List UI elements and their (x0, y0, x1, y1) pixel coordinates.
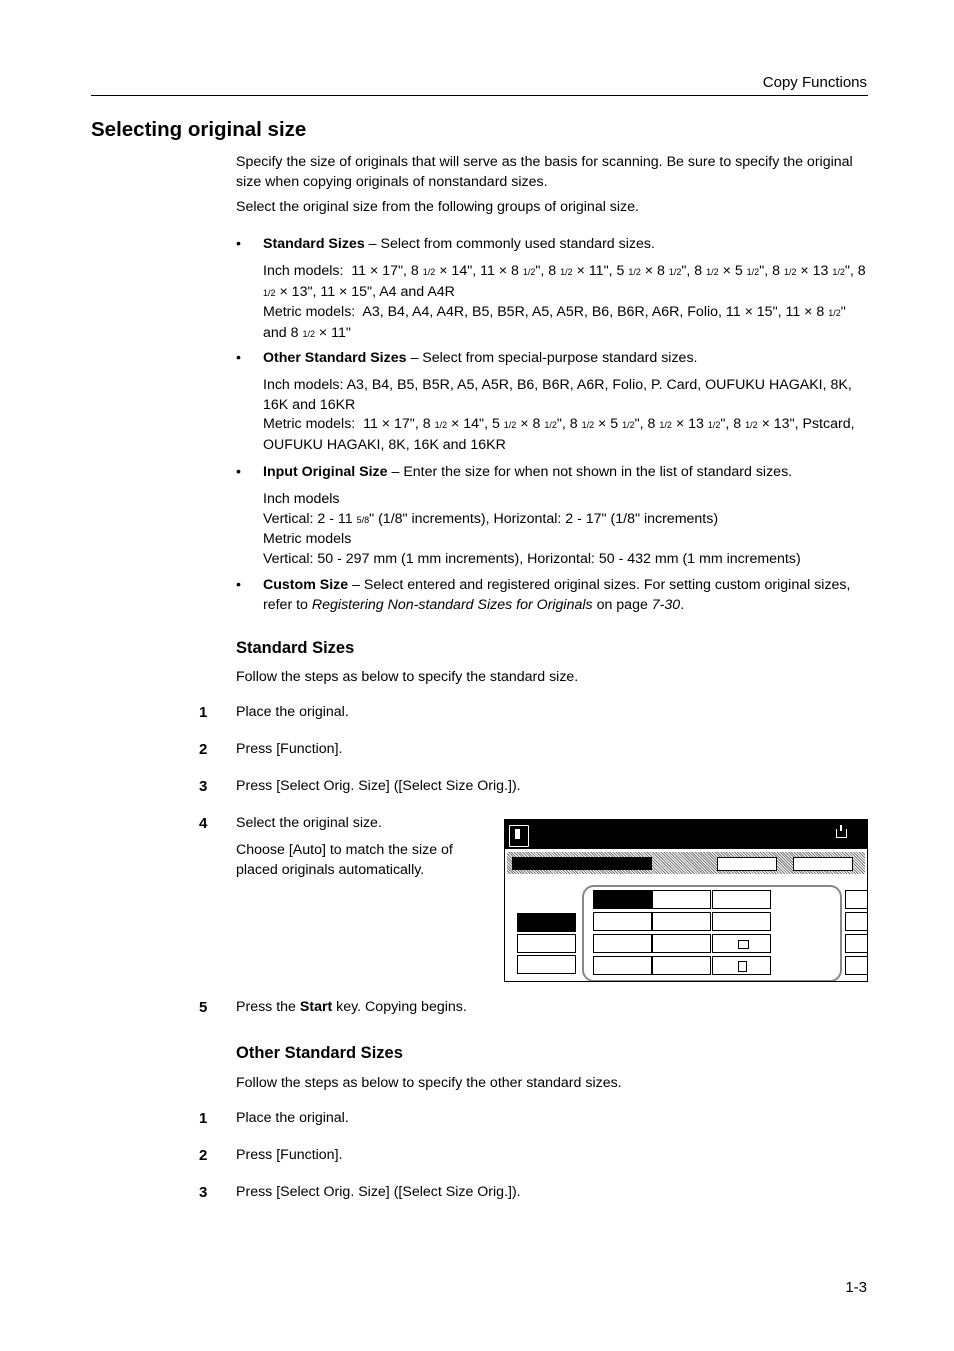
step-text: Press the Start key. Copying begins. (236, 999, 467, 1015)
start-key-label: Start (299, 999, 333, 1015)
intro-paragraph-2: Select the original size from the following groups of original size. (236, 199, 639, 215)
step-number: 3 (199, 778, 208, 795)
section-intro: Follow the steps as below to specify the other standard sizes. (236, 1075, 622, 1091)
bullet-custom-size: • Custom Size – Select entered and registered original sizes. For setting custom original sizes, refer to Registering Non-standard Sizes for Originals on page 7-30. (236, 577, 851, 613)
bullet-dot: • (236, 236, 241, 252)
bullet-desc: – Select entered and registered original sizes. For setting custom original sizes, refer to (263, 577, 851, 613)
step-number: 2 (199, 741, 208, 758)
bullet-dot: • (236, 350, 241, 366)
step-text: Press [Function]. (236, 741, 343, 757)
step-text: Place the original. (236, 704, 349, 720)
highlight-outline (582, 885, 842, 982)
page-reference: 7-30 (651, 596, 681, 613)
step-text: Press [Select Orig. Size] ([Select Size Orig.]). (236, 1184, 521, 1200)
panel-key-edge (845, 956, 868, 975)
step-note: Choose [Auto] to match the size of placed originals automatically. (236, 842, 453, 878)
bullet-desc: – Select from commonly used standard sizes. (364, 236, 655, 252)
panel-title-bar (505, 820, 867, 849)
step-number: 1 (199, 704, 208, 721)
running-header: Copy Functions (762, 74, 867, 91)
tray-icon (836, 829, 847, 838)
section-title-standard-sizes: Standard Sizes (236, 639, 355, 657)
input-size-ranges: Inch models Vertical: 2 - 11 5/8" (1/8" increments), Horizontal: 2 - 17" (1/8" increments) Metric models Vertical: 50 - 297 mm (1 mm increments), Horizontal: 50 - 432 mm (1 mm increments) (263, 491, 801, 567)
step-text: Press [Function]. (236, 1147, 343, 1163)
bullet-term: Custom Size (263, 577, 349, 593)
bullet-term: Input Original Size (263, 464, 388, 480)
bullet-other-standard-sizes (236, 349, 868, 369)
step-number: 5 (199, 999, 208, 1016)
step-text: Press [Select Orig. Size] ([Select Size Orig.]). (236, 778, 521, 794)
header-rule (91, 95, 868, 96)
panel-key (517, 955, 576, 974)
panel-key-edge (845, 934, 868, 953)
section-title-other-standard-sizes: Other Standard Sizes (236, 1044, 403, 1062)
panel-key-edge (845, 912, 868, 931)
step-text: Place the original. (236, 1110, 349, 1126)
step-number: 1 (199, 1110, 208, 1127)
bullet-term: Standard Sizes (263, 236, 365, 252)
standard-sizes-inch-list: Inch models: 11 × 17", 8 1/2 × 14", 11 × 8 1/2", 8 1/2 × 11", 5 1/2 × 8 1/2", 8 1/2 × 5 1/2", 8 1/2 × 13 1/2", 8 1/2 × 13", 11 × 15", A4 and A4R Metric models: A3, B4, A4, A4R, B5, B5R, A5, A5R, B6, B6R, A6R, Folio, 11 × 15", 11 × 8 1/2" and 8 1/2 × 11" (263, 263, 866, 341)
bullet-input-original-size (236, 463, 868, 483)
bullet-desc: – Select from special-purpose standard sizes. (406, 350, 698, 366)
touch-panel-illustration (504, 819, 868, 982)
page-title: Selecting original size (91, 118, 307, 141)
other-sizes-list: Inch models: A3, B4, B5, B5R, A5, A5R, B6, B6R, A6R, Folio, P. Card, OUFUKU HAGAKI, 8K, 16K and 16KR Metric models: 11 × 17", 8 1/2 × 14", 5 1/2 × 8 1/2", 8 1/2 × 5 1/2", 8 1/2 × 13 1/2", 8 1/2 × 13", Pstcard, OUFUKU HAGAKI, 8K, 16K and 16KR (263, 377, 855, 453)
bullet-dot: • (236, 577, 241, 593)
step-number: 4 (199, 815, 208, 832)
page-number: 1-3 (845, 1279, 867, 1296)
panel-key (517, 934, 576, 953)
bullet-standard-sizes (236, 235, 868, 255)
intro-paragraph-1: Specify the size of originals that will serve as the basis for scanning. Be sure to specify the original size when copying originals of nonstandard sizes. (236, 154, 853, 190)
panel-tab-selected (512, 857, 652, 870)
cross-reference: Registering Non-standard Sizes for Originals (311, 596, 593, 613)
step-number: 2 (199, 1147, 208, 1164)
section-intro: Follow the steps as below to specify the standard size. (236, 669, 579, 685)
document-icon (509, 825, 529, 847)
panel-small-button (717, 857, 777, 871)
bullet-desc: – Enter the size for when not shown in the list of standard sizes. (387, 464, 793, 480)
bullet-dot: • (236, 464, 241, 480)
panel-key-selected (517, 913, 576, 932)
panel-small-button (793, 857, 853, 871)
bullet-term: Other Standard Sizes (263, 350, 407, 366)
step-text: Select the original size. (236, 815, 382, 831)
step-number: 3 (199, 1184, 208, 1201)
panel-key-edge (845, 890, 868, 909)
